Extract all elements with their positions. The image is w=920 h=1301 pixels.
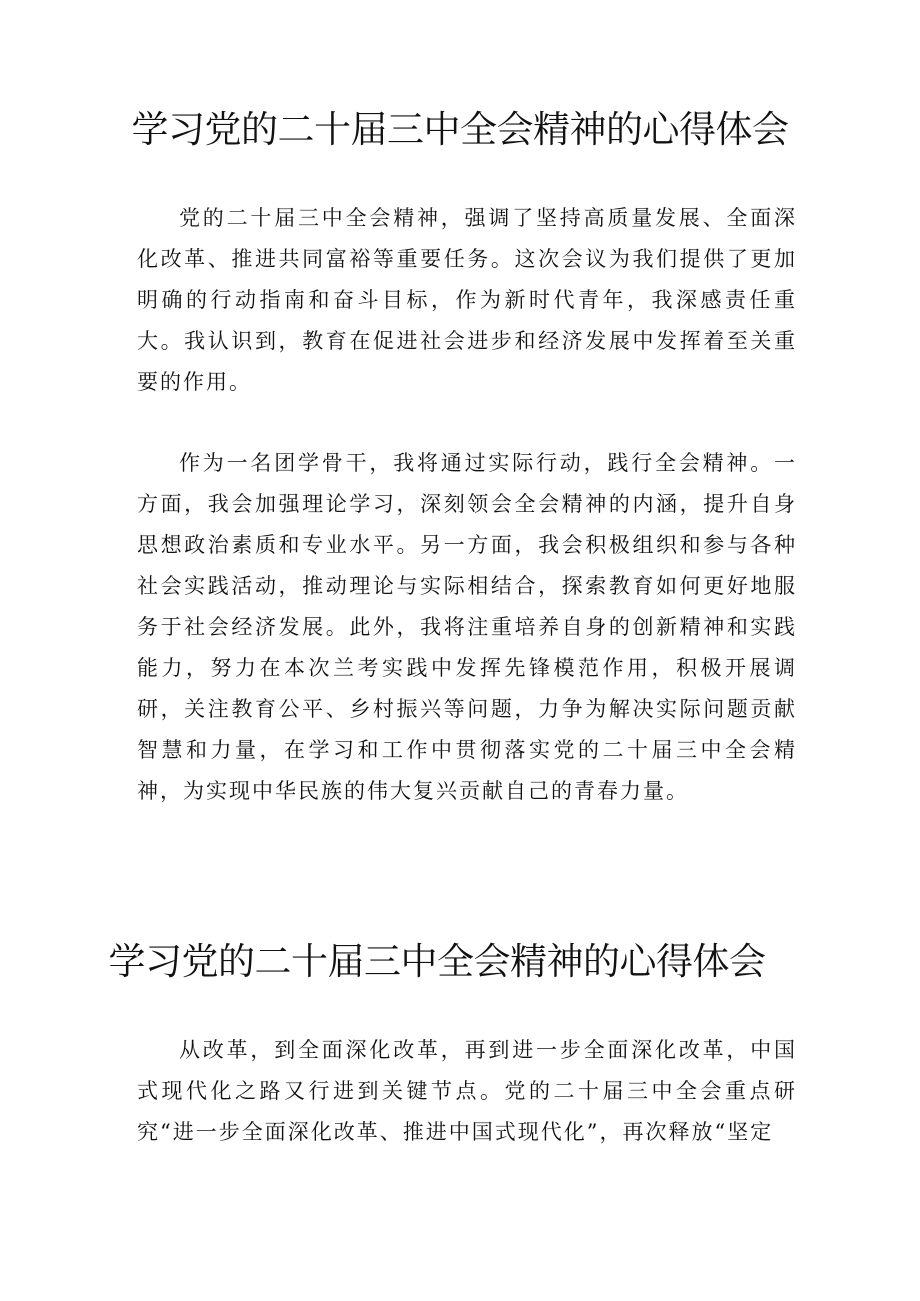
section-1-paragraph-1: 党的二十届三中全会精神，强调了坚持高质量发展、全面深化改革、推进共同富裕等重要任务。这次会议为我们提供了更加明确的行动指南和奋斗目标，作为新时代青年，我深感责任重大。我认识到，教育在促进社会进步和经济发展中发挥着至关重要的作用。 [137,206,797,394]
section-1-paragraph-2: 作为一名团学骨干，我将通过实际行动，践行全会精神。一方面，我会加强理论学习，深刻领会全会精神的内涵，提升自身思想政治素质和专业水平。另一方面，我会积极组织和参与各种社会实践活动，推动理论与实际相结合，探索教育如何更好地服务于社会经济发展。此外，我将注重培养自身的创新精神和实践能力，努力在本次兰考实践中发挥先锋模范作用，积极开展调研，关注教育公平、乡村振兴等问题，力争为解决实际问题贡献智慧和力量，在学习和工作中贯彻落实党的二十届三中全会精神，为实现中华民族的伟大复兴贡献自己的青春力量。 [137,451,797,803]
section-1-title: 学习党的二十届三中全会精神的心得体会 [131,108,789,151]
section-2-title: 学习党的二十届三中全会精神的心得体会 [108,940,766,983]
section-2-paragraph-1: 从改革，到全面深化改革，再到进一步全面深化改革，中国式现代化之路又行进到关键节点。党的二十届三中全会重点研究“进一步全面深化改革、推进中国式现代化”，再次释放“坚定 [137,1038,797,1144]
